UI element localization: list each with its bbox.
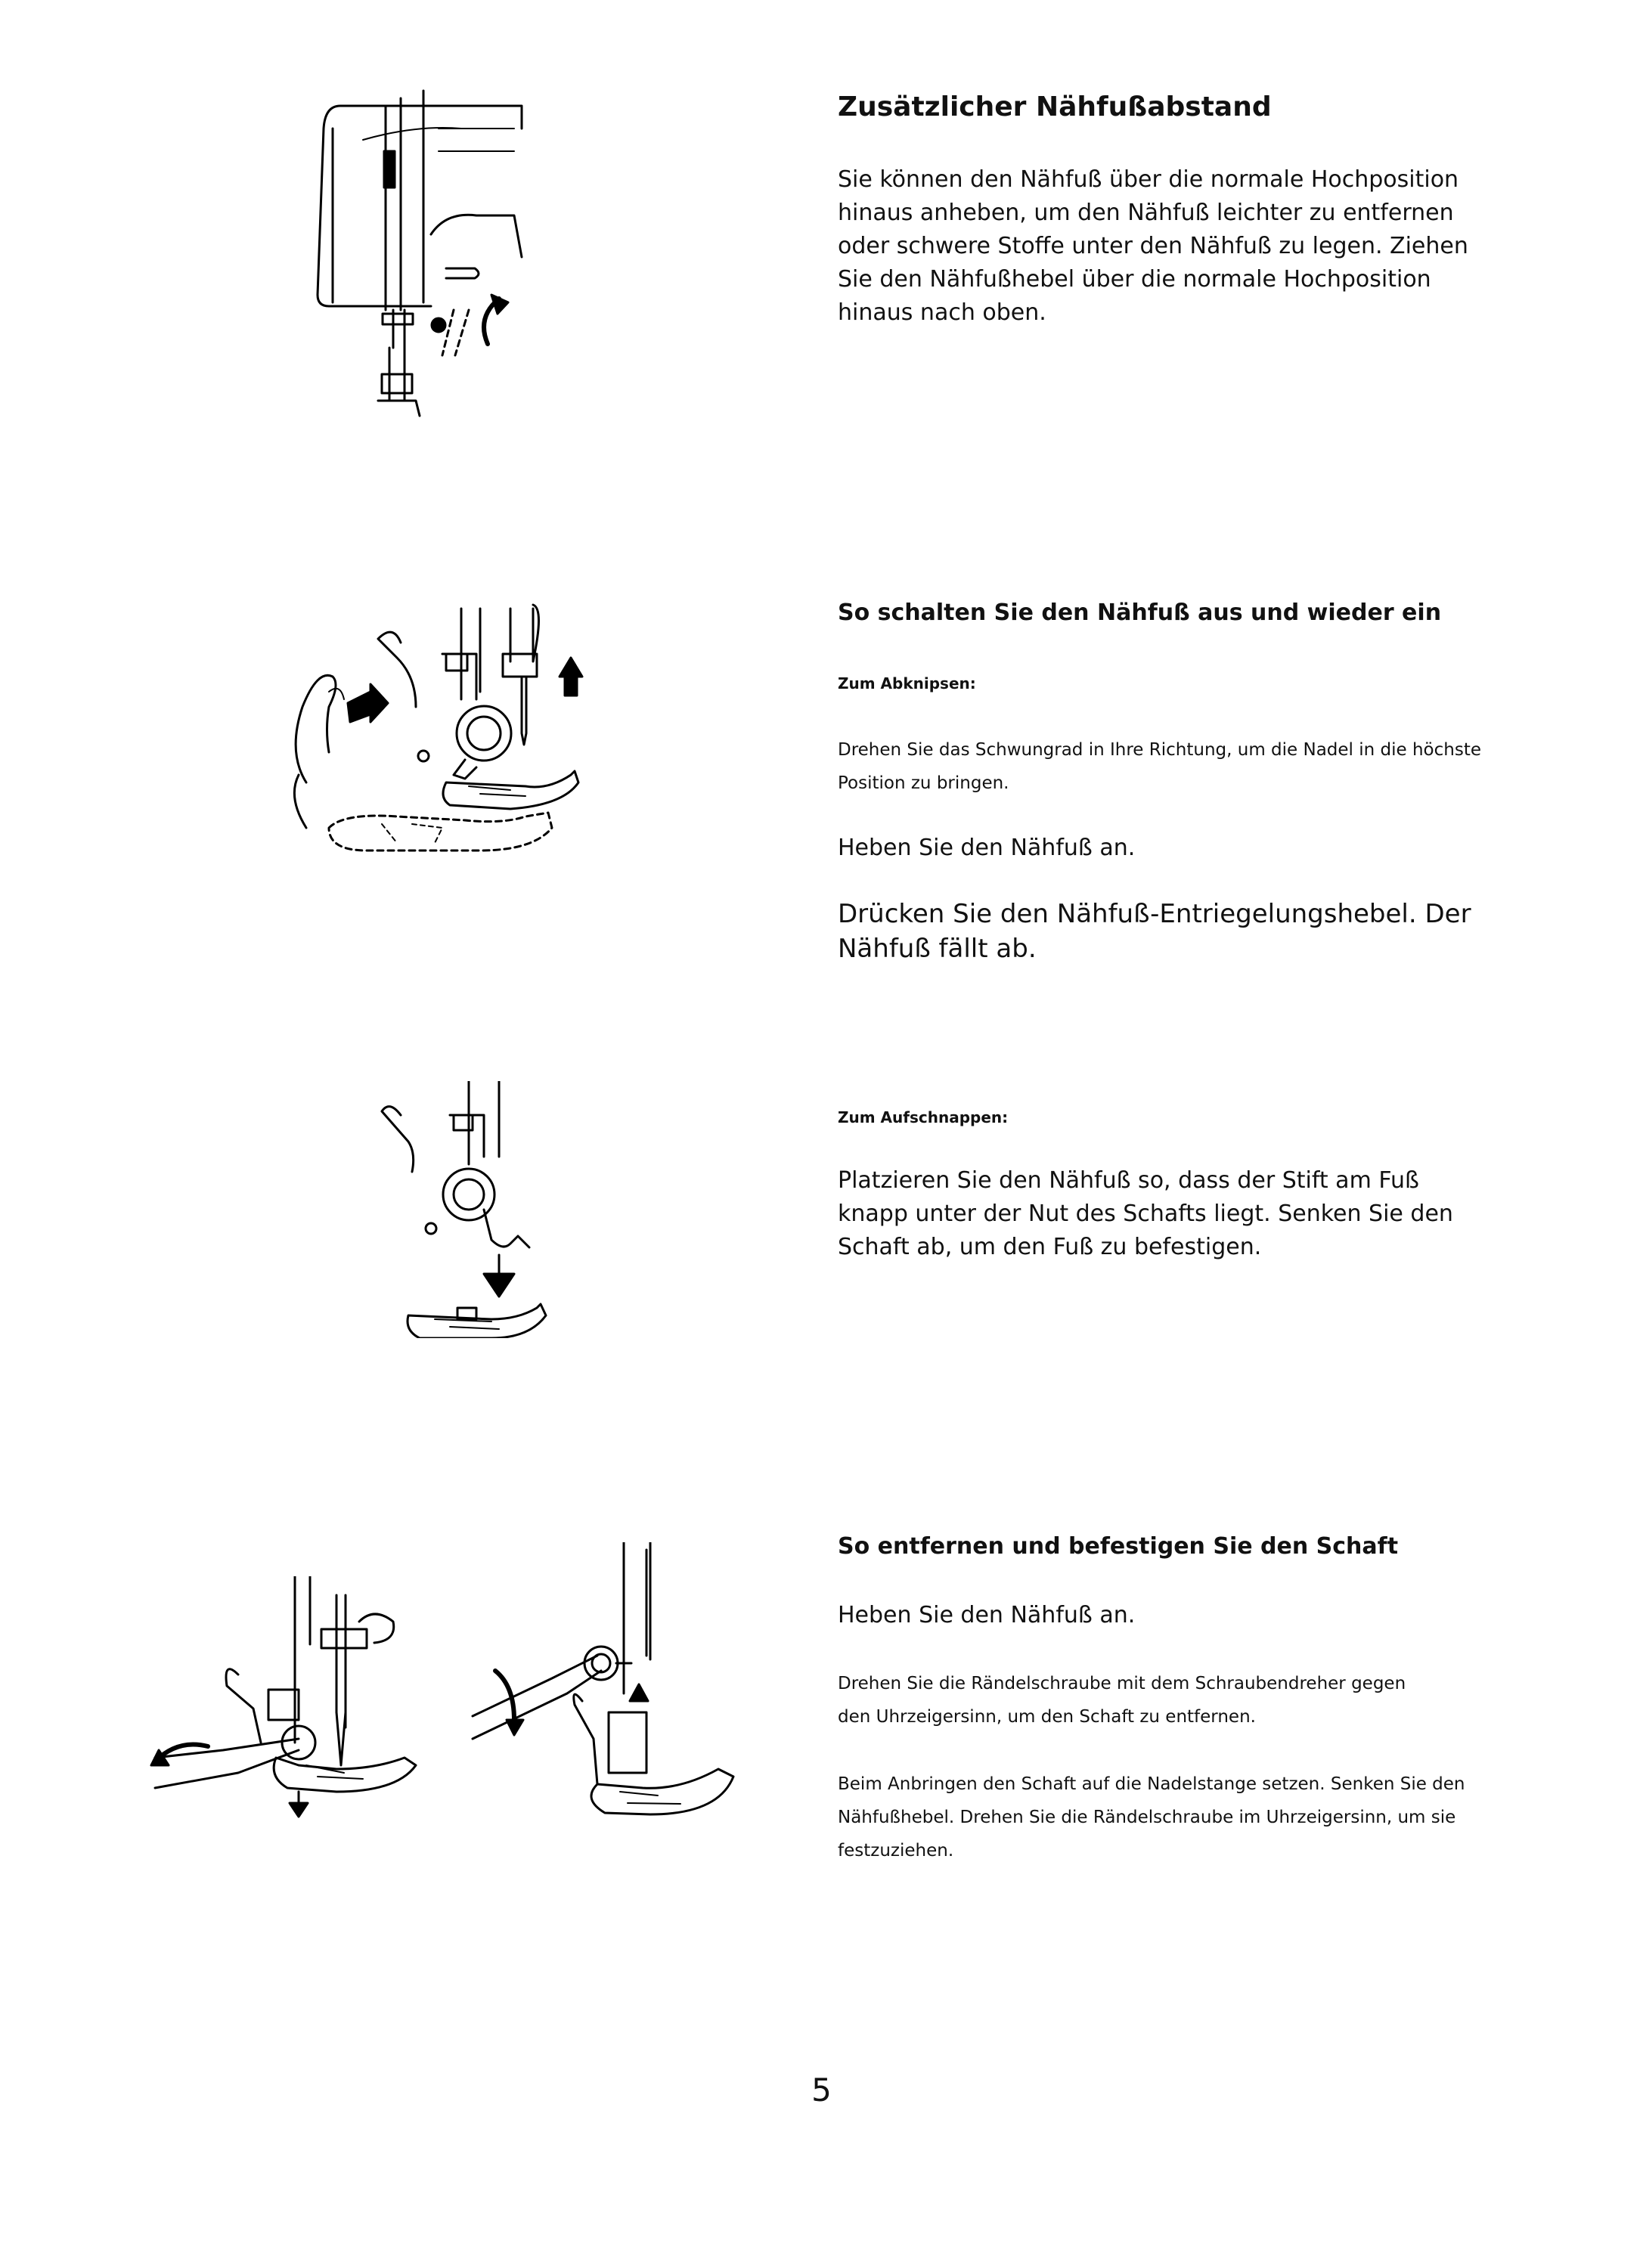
figure-shank-remove (147, 1576, 427, 1826)
section-title-extra-lift: Zusätzlicher Nähfußabstand (838, 91, 1272, 122)
figure-foot-release (284, 601, 609, 896)
remove-step-2: Heben Sie den Nähfuß an. (838, 835, 1136, 861)
attach-description: Platzieren Sie den Nähfuß so, dass der Stift am Fuß knapp unter der Nut des Schafts liegt. Senken Sie den Schaft ab, um den Fuß zu befestigen. (838, 1167, 1453, 1260)
shank-step-3: Beim Anbringen den Schaft auf die Nadelstange setzen. Senken Sie den Nähfußhebel. Drehen Sie die Rändelschraube im Uhrzeigersinn, um sie festzuziehen. (838, 1774, 1465, 1861)
figure-shank-attach (469, 1542, 741, 1860)
figure-foot-attach (378, 1081, 605, 1338)
figure-machine-lever-lift (287, 83, 544, 423)
section-title-shank: So entfernen und befestigen Sie den Schaft (838, 1533, 1399, 1560)
remove-step-3: Drücken Sie den Nähfuß-Entriegelungshebel. Der Nähfuß fällt ab. (838, 899, 1471, 964)
extra-lift-description: Sie können den Nähfuß über die normale Hochposition hinaus anheben, um den Nähfuß leichter zu entfernen oder schwere Stoffe unter den Nähfuß zu legen. Ziehen Sie den Nähfußhebel über die normale Hochposition hinaus nach oben. (838, 166, 1468, 326)
remove-step-1: Drehen Sie das Schwungrad in Ihre Richtung, um die Nadel in die höchste Position zu bringen. (838, 740, 1481, 793)
shank-step-2: Drehen Sie die Rändelschraube mit dem Schraubendreher gegen den Uhrzeigersinn, um den Schaft zu entfernen. (838, 1674, 1406, 1727)
remove-heading: Zum Abknipsen: (838, 674, 976, 692)
shank-step-1: Heben Sie den Nähfuß an. (838, 1602, 1136, 1628)
section-title-snap-foot: So schalten Sie den Nähfuß aus und wieder ein (838, 600, 1442, 626)
attach-heading: Zum Aufschnappen: (838, 1108, 1009, 1126)
page-number: 5 (811, 2071, 832, 2108)
